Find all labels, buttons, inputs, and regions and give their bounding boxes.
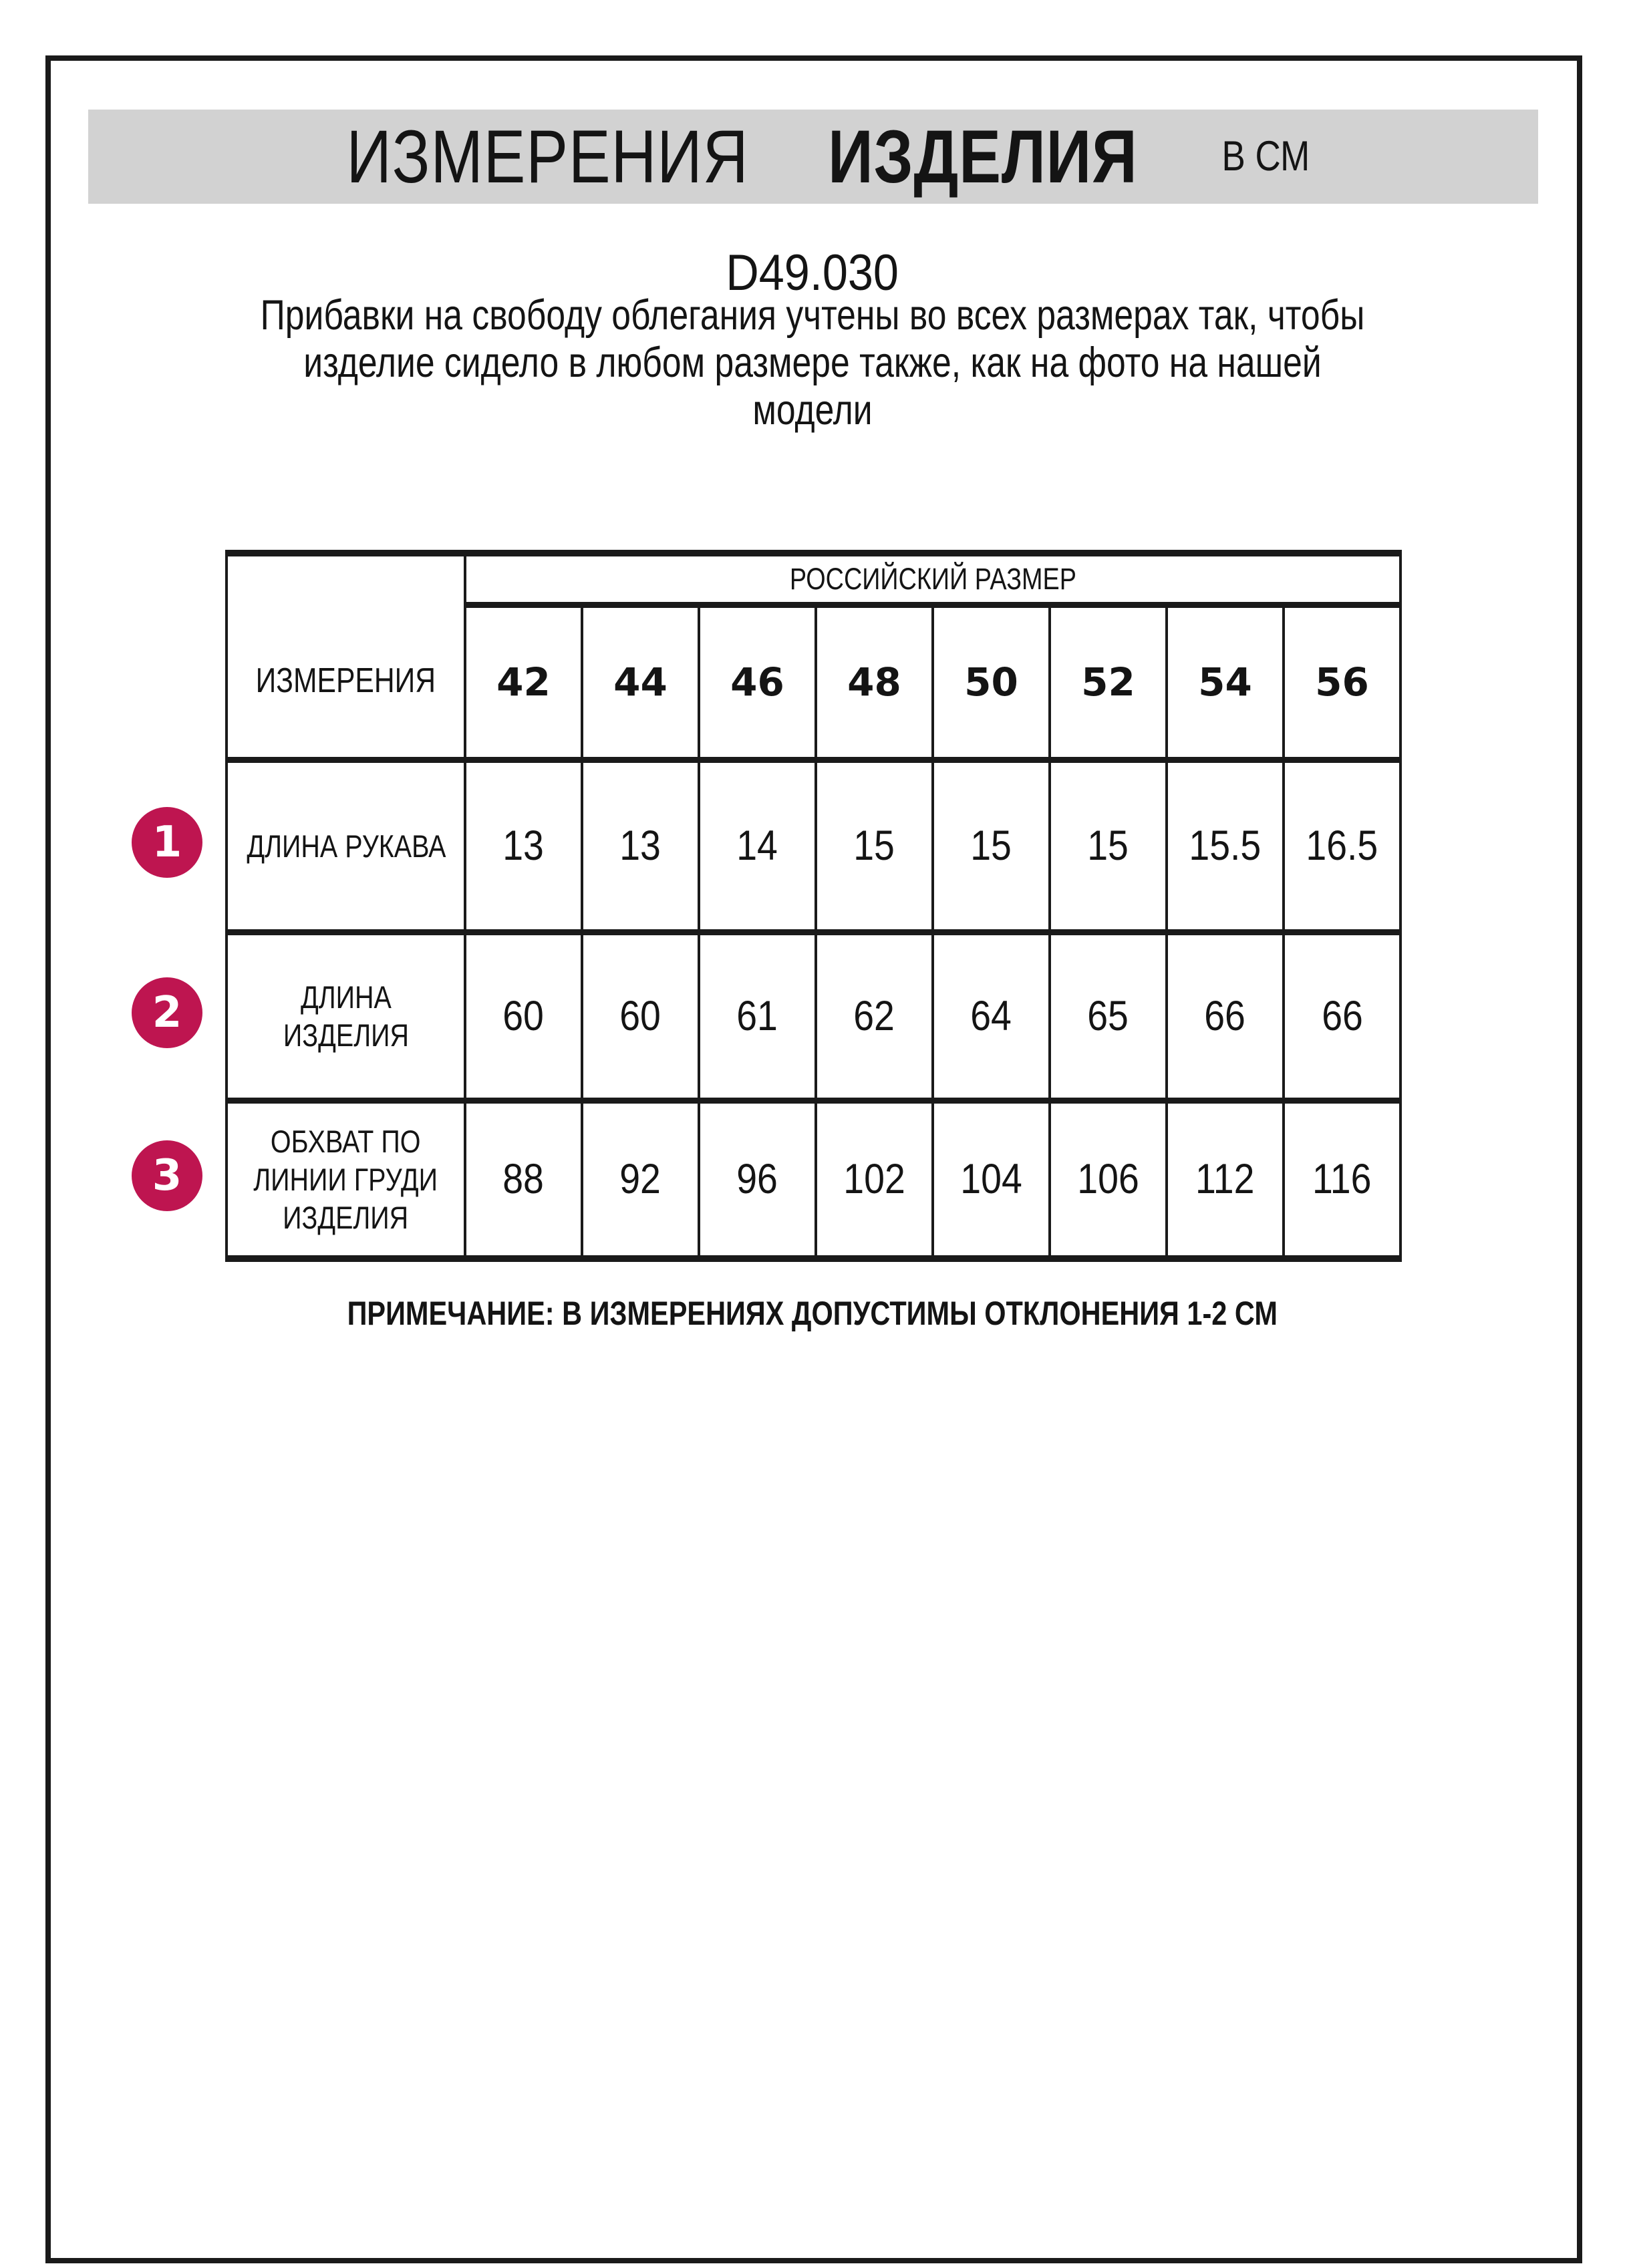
measurement-label: ОБХВАТ ПО ЛИНИИ ГРУДИ ИЗДЕЛИЯ (253, 1123, 438, 1235)
header-title-bold: ИЗДЕЛИЯ (828, 114, 1138, 198)
measurement-value: 62 (853, 992, 895, 1039)
tolerance-note-text: ПРИМЕЧАНИЕ: В ИЗМЕРЕНИЯХ ДОПУСТИМЫ ОТКЛОНЕНИЯ 1-2 СМ (347, 1295, 1278, 1332)
measurement-value-cell (582, 1100, 699, 1259)
measurement-value: 66 (1321, 992, 1363, 1039)
measurement-label: ДЛИНА РУКАВА (247, 828, 446, 864)
measurement-value-cell (816, 760, 933, 932)
row-number-badge: 3 (132, 1140, 202, 1211)
measurement-value: 13 (619, 822, 661, 869)
header-units-label: В СМ (1221, 133, 1310, 180)
measurement-value: 15.5 (1189, 822, 1262, 869)
description-line: изделие сидело в любом размере также, как на фото на нашей (303, 339, 1322, 386)
measurement-value: 65 (1087, 992, 1129, 1039)
measurement-value: 15 (853, 822, 895, 869)
measurement-value: 15 (1087, 822, 1129, 869)
measurement-value-cell (816, 1100, 933, 1259)
measurement-value-cell (699, 760, 816, 932)
measurement-value-cell (1050, 760, 1167, 932)
measurement-value-cell (1050, 1100, 1167, 1259)
measurement-value-cell (465, 760, 582, 932)
measurement-label-cell (227, 932, 465, 1100)
size-header-cell (933, 605, 1050, 760)
measurement-value: 88 (502, 1155, 545, 1202)
measurement-value-cell (1167, 932, 1284, 1100)
header-title-regular: ИЗМЕРЕНИЯ (346, 114, 749, 198)
measurement-value: 66 (1204, 992, 1246, 1039)
size-header-cell (465, 605, 582, 760)
measurement-row (227, 932, 1400, 1100)
measurement-value-cell (1284, 760, 1400, 932)
product-code (0, 245, 1625, 301)
measurement-value: 13 (502, 822, 545, 869)
size-header-value: 50 (964, 659, 1018, 705)
measurement-value: 60 (502, 992, 545, 1039)
measurement-value-cell (699, 932, 816, 1100)
product-description (0, 292, 1625, 434)
measurement-value: 61 (736, 992, 778, 1039)
measurement-label: ДЛИНА ИЗДЕЛИЯ (283, 979, 409, 1053)
measurement-value: 102 (843, 1155, 905, 1202)
measurement-value: 16.5 (1306, 822, 1378, 869)
measurement-value: 104 (960, 1155, 1022, 1202)
measurement-value-cell (816, 932, 933, 1100)
measurement-value-cell (465, 932, 582, 1100)
table-group-header-row (227, 553, 1400, 605)
row-number-badge: 1 (132, 807, 202, 878)
measurement-row (227, 760, 1400, 932)
size-header-value: 46 (730, 659, 784, 705)
measurement-value: 96 (736, 1155, 778, 1202)
measurement-value-cell (699, 1100, 816, 1259)
size-header-cell (1167, 605, 1284, 760)
size-header-cell (816, 605, 933, 760)
tolerance-note (0, 1293, 1625, 1333)
measurement-value-cell (1167, 760, 1284, 932)
measurement-value-cell (1167, 1100, 1284, 1259)
measurement-value: 106 (1077, 1155, 1139, 1202)
measurement-label-cell (227, 760, 465, 932)
measurement-value: 92 (619, 1155, 661, 1202)
measurement-value: 64 (970, 992, 1012, 1039)
size-header-cell (699, 605, 816, 760)
size-header-value: 48 (847, 659, 901, 705)
group-header-label: РОССИЙСКИЙ РАЗМЕР (789, 562, 1076, 597)
description-line: Прибавки на свободу облегания учтены во всех размерах так, чтобы (260, 292, 1365, 339)
measurement-value-cell (933, 760, 1050, 932)
measurement-row (227, 1100, 1400, 1259)
size-header-cell (1050, 605, 1167, 760)
measurement-label-cell (227, 1100, 465, 1259)
size-header-value: 56 (1315, 659, 1369, 705)
measurement-value-cell (465, 1100, 582, 1259)
measurement-value-cell (582, 760, 699, 932)
corner-header-label: ИЗМЕРЕНИЯ (255, 661, 436, 700)
measurement-value: 116 (1312, 1155, 1372, 1202)
size-header-value: 54 (1198, 659, 1252, 705)
size-header-value: 42 (496, 659, 551, 705)
measurement-value-cell (1284, 1100, 1400, 1259)
measurement-value-cell (582, 932, 699, 1100)
measurement-value-cell (933, 932, 1050, 1100)
measurement-value: 14 (736, 822, 778, 869)
size-header-cell (1284, 605, 1400, 760)
product-code-text: D49.030 (726, 245, 899, 301)
measurement-value: 60 (619, 992, 661, 1039)
size-table (225, 550, 1402, 1262)
measurement-value-cell (933, 1100, 1050, 1259)
group-header-cell (465, 553, 1400, 605)
row-number-badge: 2 (132, 977, 202, 1048)
size-header-value: 52 (1081, 659, 1135, 705)
size-header-value: 44 (613, 659, 668, 705)
measurement-value-cell (1284, 932, 1400, 1100)
size-header-cell (582, 605, 699, 760)
header-bar (88, 110, 1538, 204)
measurement-value-cell (1050, 932, 1167, 1100)
description-line: модели (752, 387, 873, 434)
table-corner-cell (227, 553, 465, 760)
measurement-value: 112 (1195, 1155, 1255, 1202)
measurement-value: 15 (970, 822, 1012, 869)
